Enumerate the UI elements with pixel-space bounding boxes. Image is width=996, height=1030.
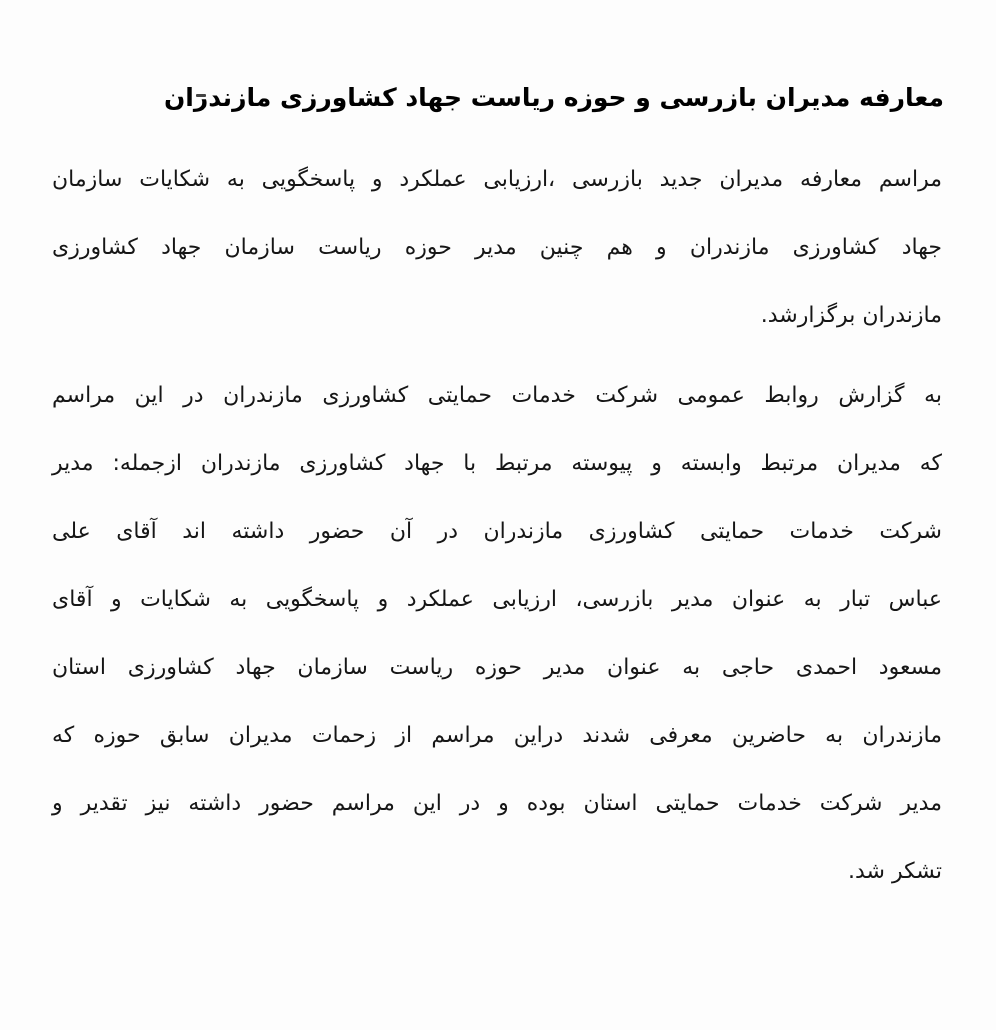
paragraph-line: تشکر شد. bbox=[847, 859, 942, 884]
paragraph-line: جهاد کشاورزی مازندران و هم چنین مدیر حوزه ریاست سازمان جهاد کشاورزی bbox=[52, 235, 942, 260]
paragraph-report bbox=[52, 362, 942, 906]
paragraph-intro bbox=[52, 146, 942, 350]
paragraph-line: مازندران به حاضرین معرفی شدند دراین مراسم از زحمات مدیران سابق حوزه که bbox=[52, 723, 942, 748]
paragraph-line: شرکت خدمات حمایتی کشاورزی مازندران در آن حضور داشته اند آقای علی bbox=[52, 519, 942, 544]
paragraph-line: عباس تبار به عنوان مدیر بازرسی، ارزیابی عملکرد و پاسخگویی به شکایات و آقای bbox=[52, 587, 942, 612]
paragraph-line: مازندران برگزارشد. bbox=[760, 303, 942, 328]
document-title: معارفه مدیران بازرسی و حوزه ریاست جهاد کشاورزی مازندران bbox=[163, 83, 944, 112]
paragraph-line: مراسم معارفه مدیران جدید بازرسی ،ارزیابی عملکرد و پاسخگویی به شکایات سازمان bbox=[52, 167, 942, 192]
paragraph-line: مسعود احمدی حاجی به عنوان مدیر حوزه ریاست سازمان جهاد کشاورزی استان bbox=[52, 655, 942, 680]
paragraph-line: که مدیران مرتبط وابسته و پیوسته مرتبط با جهاد کشاورزی مازندران ازجمله: مدیر bbox=[52, 451, 942, 476]
paragraph-line: مدیر شرکت خدمات حمایتی استان بوده و در این مراسم حضور داشته نیز تقدیر و bbox=[52, 791, 942, 816]
paragraph-line: به گزارش روابط عمومی شرکت خدمات حمایتی کشاورزی مازندران در این مراسم bbox=[52, 383, 942, 408]
